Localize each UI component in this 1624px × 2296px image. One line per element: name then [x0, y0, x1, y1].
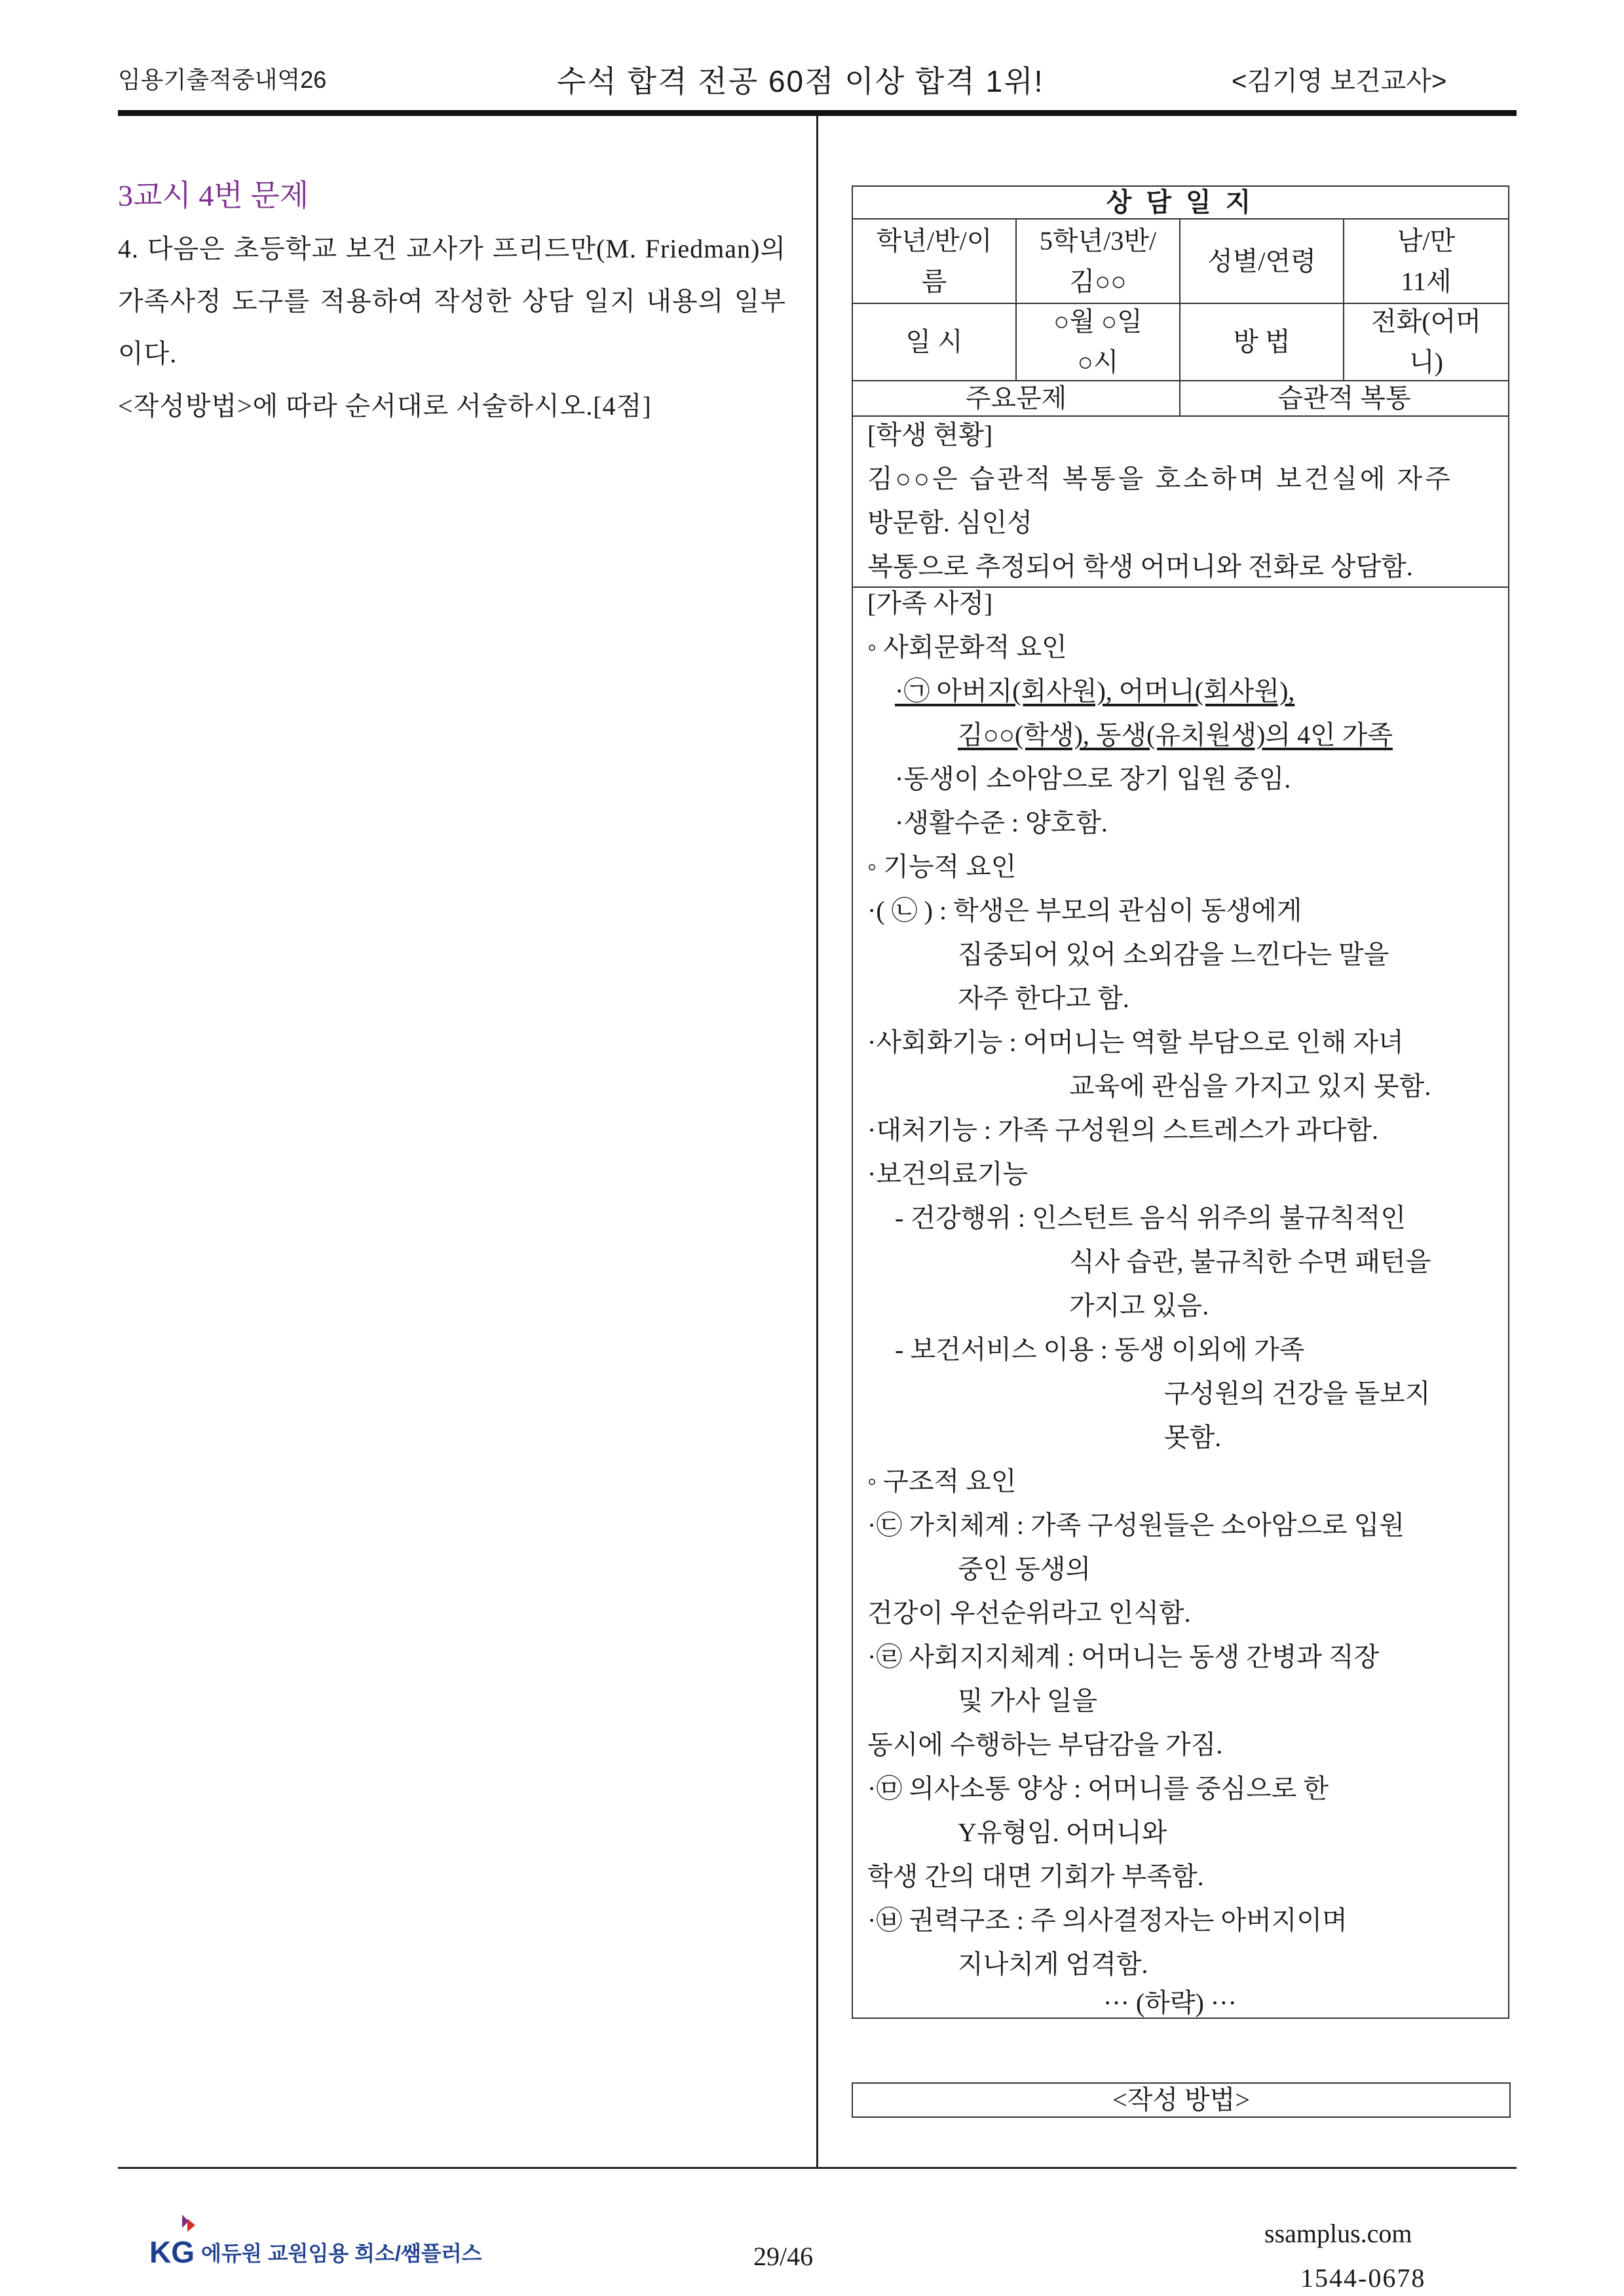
sex-value-line2: 11세 [1401, 266, 1452, 296]
question-title: 3교시 4번 문제 [118, 179, 309, 212]
log-line: 중인 동생의 [958, 1554, 1091, 1584]
method-value-line1: 전화(어머 [1371, 307, 1481, 336]
log-line: 가지고 있음. [1069, 1291, 1209, 1320]
method-label-cell: 방 법 [1180, 304, 1344, 381]
log-line: ·대처기능 : 가족 구성원의 스트레스가 과다함. [867, 1115, 1378, 1145]
log-line: 복통으로 추정되어 학생 어머니와 전화로 상담함. [867, 552, 1413, 581]
grade-label-cell [853, 220, 1017, 304]
log-line: ·생활수준 : 양호함. [895, 808, 1108, 837]
log-line: 교육에 관심을 가지고 있지 못함. [1069, 1071, 1431, 1101]
header-divider [118, 110, 1517, 116]
date-value-line2: ○시 [1077, 347, 1119, 377]
log-line: 집중되어 있어 소외감을 느낀다는 말을 [958, 940, 1389, 969]
log-line: ·보건의료기능 [867, 1159, 1029, 1189]
logo-mark-icon [176, 2212, 202, 2245]
footer-website: ssamplus.com [1264, 2219, 1412, 2248]
log-line-marked-a: ·㉠ 아버지(회사원), 어머니(회사원), [895, 676, 1295, 706]
problem-value-cell: 습관적 복통 [1180, 381, 1508, 417]
sex-value-line1: 남/만 [1397, 225, 1456, 256]
footer-divider [118, 2167, 1517, 2169]
log-line: 김○○은 습관적 복통을 호소하며 보건실에 자주 [867, 464, 1453, 493]
date-value-cell [1017, 304, 1180, 381]
grade-value-line2: 김○○ [1069, 266, 1127, 296]
question-body [118, 223, 786, 432]
writing-method-box: <작성 방법> [852, 2082, 1511, 2118]
logo-brand-text: 에듀원 교원임용 희소/쌤플러스 [201, 2242, 482, 2265]
log-line: - 보건서비스 이용 : 동생 이외에 가족 [895, 1335, 1305, 1364]
section-heading-family: [가족 사정] [867, 588, 993, 618]
log-title: 상 담 일 지 [853, 187, 1508, 220]
question-instruction: <작성방법>에 따라 순서대로 서술하시오.[4점] [118, 391, 652, 421]
grade-value-line1: 5학년/3반/ [1039, 225, 1157, 256]
log-line: - 건강행위 : 인스턴트 음식 위주의 불규칙적인 [895, 1203, 1406, 1233]
log-line: 구성원의 건강을 돌보지 [1164, 1379, 1431, 1408]
column-divider [816, 116, 818, 2167]
log-line-marked-f: ·㉥ 권력구조 : 주 의사결정자는 아버지이며 [867, 1905, 1348, 1935]
log-line: Y유형임. 어머니와 [958, 1818, 1167, 1847]
log-line-marked-d: ·㉣ 사회지지체계 : 어머니는 동생 간병과 직장 [867, 1642, 1380, 1672]
subsection-structural: ◦ 구조적 요인 [867, 1466, 1017, 1496]
log-line: 지나치게 엄격함. [958, 1949, 1148, 1979]
log-line: 방문함. 심인성 [867, 508, 1032, 537]
log-line-marked-a-cont: 김○○(학생), 동생(유치원생)의 4인 가족 [958, 720, 1393, 750]
header-left-text: 임용기출적중내역26 [118, 66, 327, 93]
grade-label-line2: 름 [921, 266, 947, 296]
log-line: ·사회화기능 : 어머니는 역할 부담으로 인해 자녀 [867, 1027, 1404, 1057]
log-omitted-marker: ··· (하략) ··· [1103, 1988, 1237, 2018]
logo-kg-text: KG [149, 2235, 195, 2269]
log-line-blank-b: ·( ㉡ ) : 학생은 부모의 관심이 동생에게 [867, 896, 1302, 925]
problem-label-cell: 주요문제 [853, 381, 1180, 417]
subsection-sociocultural: ◦ 사회문화적 요인 [867, 632, 1067, 662]
sex-value-cell [1344, 220, 1508, 304]
publisher-logo [149, 2234, 482, 2270]
log-line: 및 가사 일을 [958, 1686, 1098, 1715]
section-heading-student: [학생 현황] [867, 420, 993, 450]
log-line: 학생 간의 대면 기회가 부족함. [867, 1862, 1204, 1891]
method-value-cell [1344, 304, 1508, 381]
header-right-text: <김기영 보건교사> [1232, 67, 1447, 96]
log-line: ·동생이 소아암으로 장기 입원 중임. [895, 764, 1291, 794]
date-label-cell: 일 시 [853, 304, 1017, 381]
method-value-line2: 니) [1409, 347, 1443, 377]
log-line: 동시에 수행하는 부담감을 가짐. [867, 1730, 1223, 1759]
log-line: 식사 습관, 불규칙한 수면 패턴을 [1069, 1247, 1431, 1276]
date-value-line1: ○월 ○일 [1053, 307, 1142, 336]
log-line: 자주 한다고 함. [958, 984, 1129, 1013]
footer-phone: 1544-0678 [1300, 2263, 1426, 2293]
subsection-functional: ◦ 기능적 요인 [867, 852, 1017, 881]
grade-label-line1: 학년/반/이 [876, 225, 992, 256]
log-line-marked-c: ·㉢ 가치체계 : 가족 구성원들은 소아암으로 입원 [867, 1510, 1405, 1540]
grade-value-cell [1017, 220, 1180, 304]
page-number: 29/46 [753, 2242, 814, 2271]
question-text: 4. 다음은 초등학교 보건 교사가 프리드만(M. Friedman)의 가족사정 도구를 적용하여 작성한 상담 일지 내용의 일부이다. [118, 234, 786, 368]
log-line-marked-e: ·㉤ 의사소통 양상 : 어머니를 중심으로 한 [867, 1774, 1329, 1803]
log-line: 건강이 우선순위라고 인식함. [867, 1598, 1191, 1628]
log-line: 못함. [1164, 1423, 1222, 1452]
header-title: 수석 합격 전공 60점 이상 합격 1위! [557, 64, 1044, 98]
sex-label-cell: 성별/연령 [1180, 220, 1344, 304]
counseling-log-table [852, 185, 1509, 2019]
